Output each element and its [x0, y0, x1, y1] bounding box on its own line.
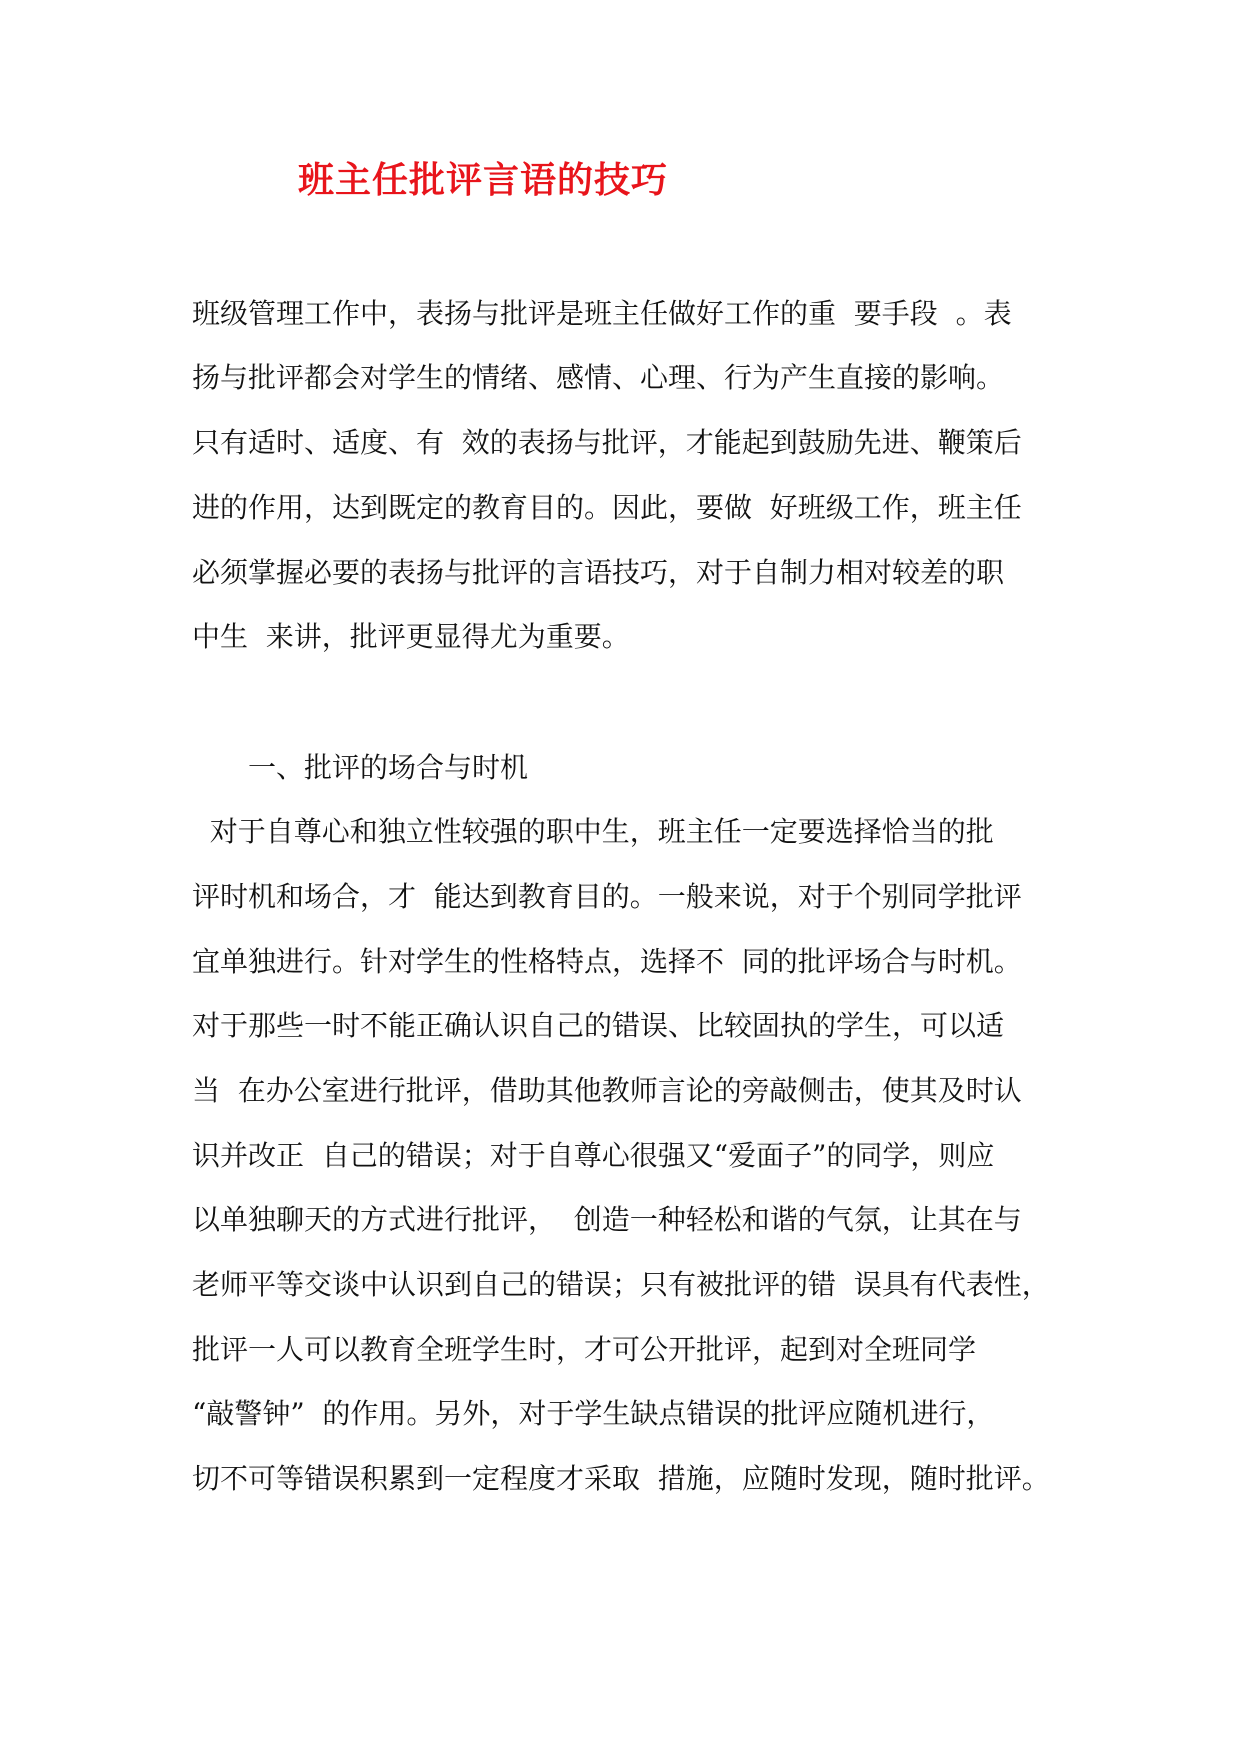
intro-line: 中生 来讲，批评更显得尤为重要。	[192, 620, 630, 653]
section1-line: 切不可等错误积累到一定程度才采取 措施，应随时发现，随时批评。	[192, 1462, 1050, 1495]
document-title: 班主任批评言语的技巧	[298, 159, 669, 201]
intro-line: 班级管理工作中，表扬与批评是班主任做好工作的重 要手段 。表	[192, 297, 1012, 330]
section1-line: 批评一人可以教育全班学生时，才可公开批评，起到对全班同学	[192, 1333, 977, 1366]
section1-line: 以单独聊天的方式进行批评， 创造一种轻松和谐的气氛，让其在与	[192, 1203, 1022, 1236]
intro-line: 必须掌握必要的表扬与批评的言语技巧，对于自制力相对较差的职	[192, 556, 1005, 589]
intro-line: 只有适时、适度、有 效的表扬与批评，才能起到鼓励先进、鞭策后	[192, 426, 1022, 459]
section1-line: 对于自尊心和独立性较强的职中生，班主任一定要选择恰当的批	[192, 815, 994, 848]
section1-line: 对于那些一时不能正确认识自己的错误、比较固执的学生，可以适	[192, 1009, 1005, 1042]
intro-line: 进的作用，达到既定的教育目的。因此，要做 好班级工作，班主任	[192, 491, 1022, 524]
section1-line: “敲警钟” 的作用。另外，对于学生缺点错误的批评应随机进行，	[192, 1397, 995, 1430]
section-heading: 一、批评的场合与时机	[248, 751, 529, 784]
section1-line: 当 在办公室进行批评，借助其他教师言论的旁敲侧击，使其及时认	[192, 1074, 1022, 1107]
section1-line: 评时机和场合，才 能达到教育目的。一般来说，对于个别同学批评	[192, 880, 1022, 913]
intro-line: 扬与批评都会对学生的情绪、感情、心理、行为产生直接的影响。	[192, 361, 1005, 394]
section1-line: 老师平等交谈中认识到自己的错误；只有被批评的错 误具有代表性，	[192, 1268, 1050, 1301]
section1-line: 识并改正 自己的错误；对于自尊心很强又“爱面子”的同学，则应	[192, 1139, 995, 1172]
section1-line: 宜单独进行。针对学生的性格特点，选择不 同的批评场合与时机。	[192, 945, 1022, 978]
